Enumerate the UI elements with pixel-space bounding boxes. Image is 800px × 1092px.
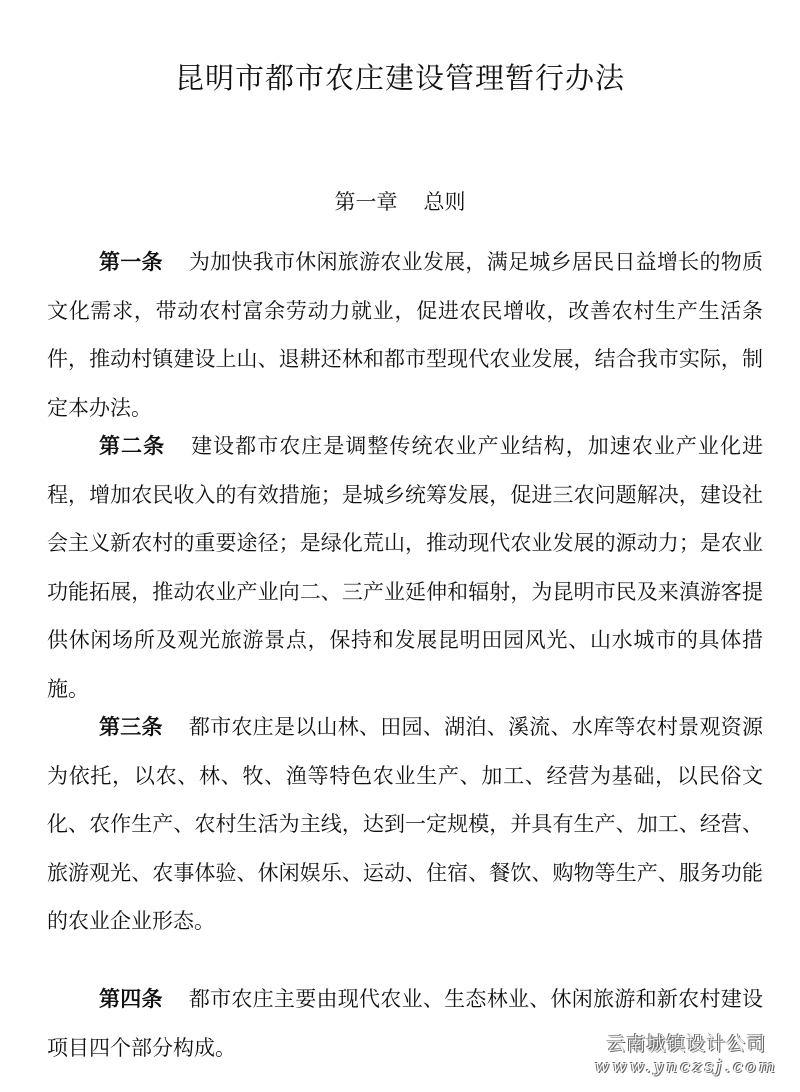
article-text: 为加快我市休闲旅游农业发展，满足城乡居民日益增长的物质文化需求，带动农村富余劳动力就业，促进农民增收，改善农村生产生活条件，推动村镇建设上山、退耕还林和都市型现代农业发展，结合我市实际，制定本办法。 bbox=[47, 250, 763, 420]
article-text: 都市农庄是以山林、田园、湖泊、溪流、水库等农村景观资源为依托，以农、林、牧、渔等特色农业生产、加工、经营为基础，以民俗文化、农作生产、农村生活为主线，达到一定规模，并具有生产、加工、经营、旅游观光、农事体验、休闲娱乐、运动、住宿、餐饮、购物等生产、服务功能的农业企业形态。 bbox=[47, 715, 763, 934]
chapter-number: 第一章 bbox=[334, 190, 398, 214]
chapter-heading bbox=[0, 186, 800, 218]
document-title: 昆明市都市农庄建设管理暂行办法 bbox=[174, 61, 625, 95]
article-heading: 第四条 bbox=[99, 987, 163, 1011]
watermark-url: www.ynczsj.com bbox=[594, 1057, 778, 1077]
article-heading: 第一条 bbox=[99, 250, 163, 274]
article-1 bbox=[47, 238, 763, 432]
chapter-name: 总则 bbox=[423, 190, 466, 214]
article-2 bbox=[47, 422, 763, 714]
article-text: 都市农庄主要由现代农业、生态林业、休闲旅游和新农村建设项目四个部分构成。 bbox=[47, 987, 763, 1060]
article-text: 建设都市农庄是调整传统农业产业结构，加速农业产业化进程，增加农民收入的有效措施；是城乡统筹发展，促进三农问题解决，建设社会主义新农村的重要途径；是绿化荒山，推动现代农业发展的源动力；是农业功能拓展，推动农业产业向二、三产业延伸和辐射，为昆明市民及来滇游客提供休闲场所及观光旅游景点，保持和发展昆明田园风光、山水城市的具体措施。 bbox=[47, 434, 763, 701]
watermark bbox=[595, 1032, 778, 1078]
article-heading: 第二条 bbox=[99, 434, 166, 458]
article-heading: 第三条 bbox=[99, 715, 163, 739]
watermark-company: 云南城镇设计公司 bbox=[606, 1033, 767, 1055]
article-3 bbox=[47, 703, 763, 946]
